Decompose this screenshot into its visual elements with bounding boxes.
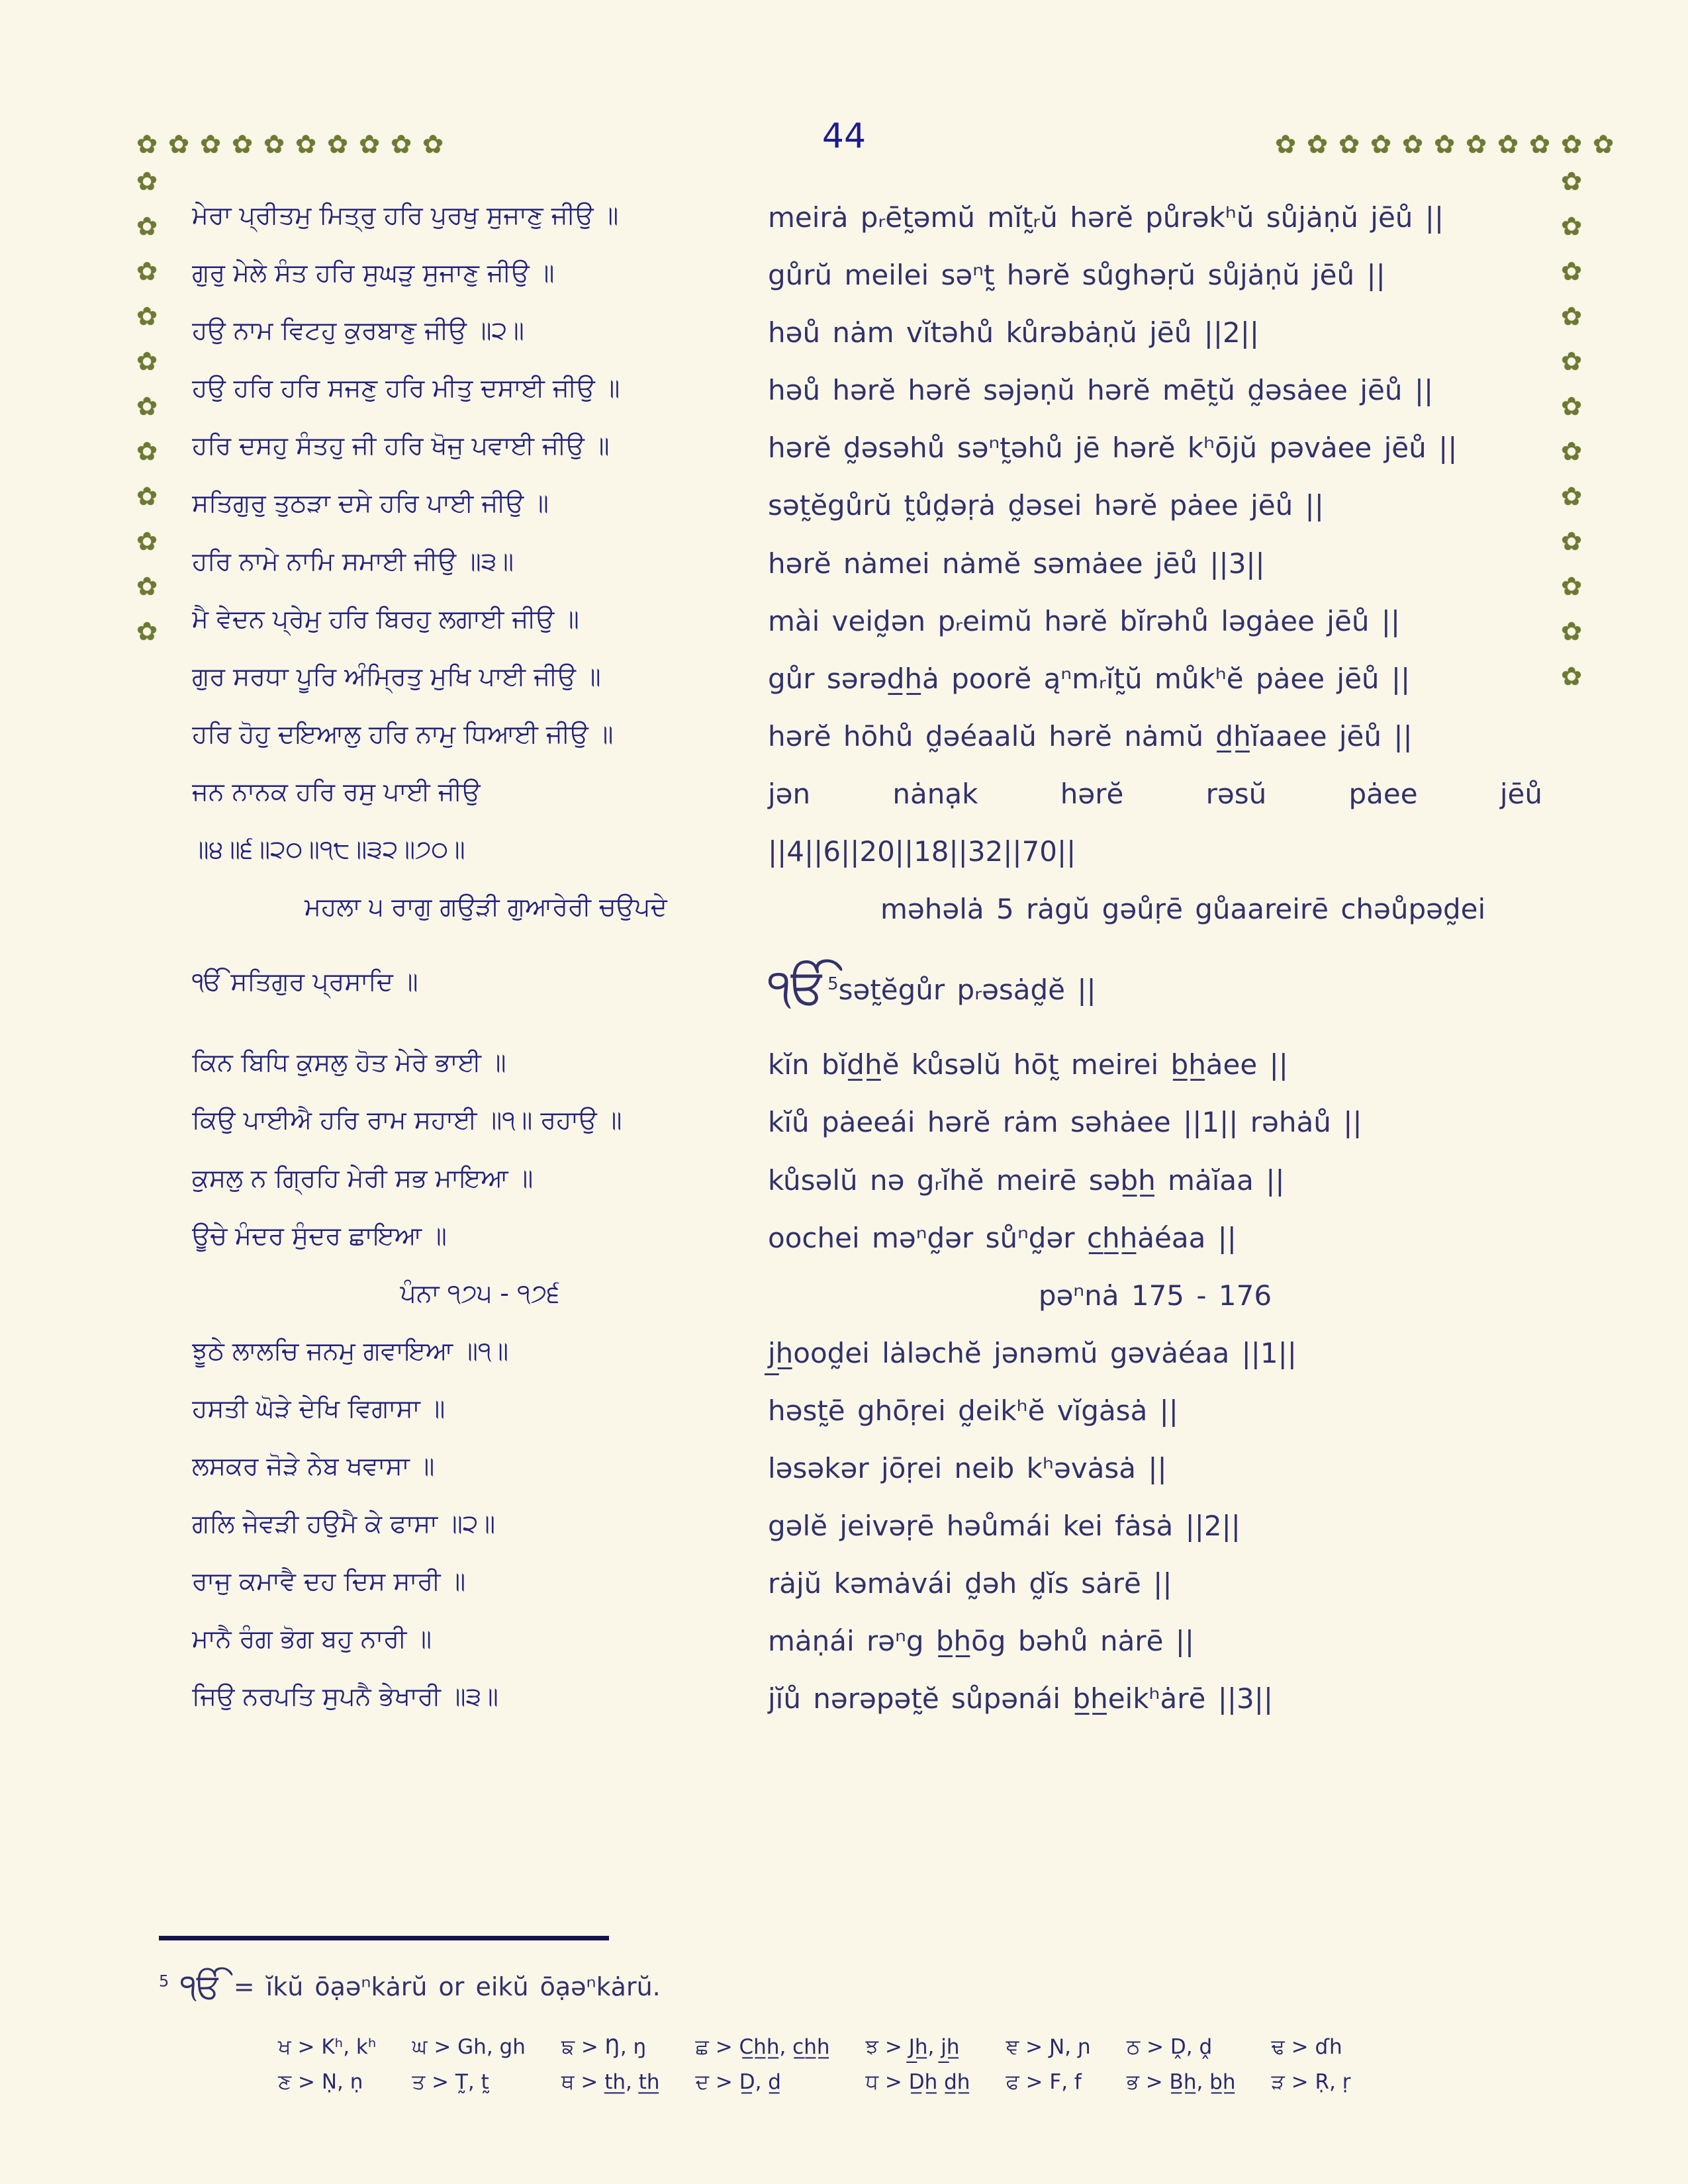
verse-row (192, 772, 1556, 815)
flower-icon (418, 130, 447, 159)
flower-icon (1335, 130, 1364, 159)
gurmukhi-text: ਪੰਨਾ ੧੭੫ - ੧੭੬ (400, 1278, 560, 1308)
flower-icon (1557, 572, 1586, 601)
verse-row (192, 600, 1556, 643)
glossary-cell: ਖ > Kʰ, kʰ (278, 2035, 377, 2059)
gurmukhi-text: ਲਸਕਰ ਜੋੜੇ ਨੇਬ ਖਵਾਸਾ ॥ (192, 1451, 435, 1480)
flower-icon (1557, 212, 1586, 241)
transliteration-text: jĭů nərəpət̰ĕ sůpənái b̲h̲eikʰȧrē ||3|| (768, 1682, 1274, 1715)
verse-row (192, 1562, 1556, 1605)
ik-onkar-symbol: ੴ (180, 1967, 222, 2007)
flower-icon (1557, 392, 1586, 421)
gurmukhi-text: ਜਨ ਨਾਨਕ ਹਰਿ ਰਸੁ ਪਾਈ ਜੀਉ (192, 776, 481, 806)
transliteration-text: məhəlȧ 5 rȧgŭ gəůṛē gůaareirē chəůpəd̰ei (880, 893, 1486, 926)
transliteration-text: pəⁿnȧ 175 - 176 (1038, 1279, 1272, 1312)
verse-row (192, 1216, 1556, 1259)
transliteration-text: j̲h̲ood̰ei lȧləchĕ jənəmŭ gəvȧéaa ||1|| (768, 1336, 1297, 1369)
verse-row (192, 657, 1556, 700)
flower-icon (259, 130, 289, 159)
transliteration-text: həů hərĕ hərĕ səjəṇŭ hərĕ mēt̰ŭ d̰əsȧee jēů || (768, 374, 1434, 407)
flower-icon (1557, 527, 1586, 556)
verse-row (192, 1619, 1556, 1662)
gurmukhi-text: ਹਰਿ ਹੋਹੁ ਦਇਆਲੁ ਹਰਿ ਨਾਮੁ ਧਿਆਈ ਜੀਉ ॥ (192, 719, 614, 749)
flower-icon (132, 392, 162, 421)
transliteration-text: gůr sərəd̲h̲ȧ poorĕ ąⁿmᵣĭt̰ŭ můkʰĕ pȧee jēů || (768, 662, 1411, 695)
footnote-reference: 5 (827, 974, 839, 995)
verse-row (192, 253, 1556, 296)
transliteration-text (768, 958, 1542, 1016)
flower-icon (1557, 437, 1586, 466)
transliteration-text: hərĕ hōhů d̰əéaalŭ hərĕ nȧmŭ d̲h̲ĭaaee jēů || (768, 719, 1413, 752)
verse-row (192, 369, 1556, 412)
glossary-cell: ਣ > Ṇ, ṇ (278, 2070, 363, 2094)
flower-icon (1557, 347, 1586, 376)
flower-border-top-right (1271, 130, 1618, 159)
gurmukhi-text: ॥੪॥੬॥੨੦॥੧੮॥੩੨॥੭੦॥ (192, 835, 465, 864)
glossary-cell: ਘ > Gh, gh (412, 2035, 526, 2059)
flower-icon (1557, 130, 1586, 159)
transliteration-text: meirȧ pᵣēt̰əmŭ mĭt̰ᵣŭ hərĕ půrəkʰŭ sůjȧṇŭ jēů || (768, 201, 1444, 234)
flower-icon (1525, 130, 1554, 159)
transliteration-text: kůsəlŭ nə gᵣĭhĕ meirē səb̲h̲ mȧĭaa || (768, 1163, 1285, 1197)
transliteration-text: gůrŭ meilei səⁿt̰ hərĕ sůghəṛŭ sůjȧṇŭ jēů || (768, 259, 1385, 292)
verse-row (192, 1043, 1556, 1086)
transliteration-text: oochei məⁿd̰ər sůⁿd̰ər c̲h̲h̲ȧéaa || (768, 1221, 1237, 1254)
verse-columns (192, 196, 1556, 1735)
verse-row (192, 196, 1556, 239)
gurmukhi-text: ਹਰਿ ਨਾਮੇ ਨਾਮਿ ਸਮਾਈ ਜੀਉ ॥੩॥ (192, 546, 514, 576)
gurmukhi-text: ਝੂਠੇ ਲਾਲਚਿ ਜਨਮੁ ਗਵਾਇਆ ॥੧॥ (192, 1336, 509, 1365)
gurmukhi-text: ਗੁਰ ਸਰਧਾ ਪੂਰਿ ਅੰਮ੍ਰਿਤੁ ਮੁਖਿ ਪਾਈ ਜੀਉ ॥ (192, 661, 601, 691)
verse-row (192, 484, 1556, 527)
flower-border-left (132, 167, 162, 646)
flower-icon (164, 130, 193, 159)
flower-icon (1557, 662, 1586, 691)
flower-icon (323, 130, 352, 159)
flower-icon (1271, 130, 1300, 159)
transliteration-text: rȧjŭ kəmȧvái d̰əh d̰ĭs sȧrē || (768, 1567, 1172, 1600)
gurmukhi-text: ਹਉ ਨਾਮ ਵਿਟਹੁ ਕੁਰਬਾਣੁ ਜੀਉ ॥੨॥ (192, 316, 524, 345)
transliteration-text: jən nȧnạk hərĕ rəsŭ pȧee jēů (768, 777, 1542, 810)
flower-icon (1557, 257, 1586, 286)
gurmukhi-text: ਮੈ ਵੇਦਨ ਪ੍ਰੇਮੁ ਹਰਿ ਬਿਰਹੁ ਲਗਾਈ ਜੀਉ ॥ (192, 604, 579, 633)
transliteration-text: ləsəkər jōṛei neib kʰəvȧsȧ || (768, 1451, 1167, 1484)
flower-icon (1557, 617, 1586, 646)
flower-icon (1557, 302, 1586, 331)
flower-border-top-left (132, 130, 447, 159)
flower-border-right (1557, 167, 1586, 691)
gurmukhi-text: ਹਸਤੀ ਘੋੜੇ ਦੇਖਿ ਵਿਗਾਸਾ ॥ (192, 1393, 445, 1423)
verse-row (192, 830, 1556, 873)
transliteration-text: ||4||6||20||18||32||70|| (768, 835, 1076, 868)
flower-icon (132, 257, 162, 286)
gurmukhi-text: ਮਾਨੈ ਰੰਗ ਭੋਗ ਬਹੁ ਨਾਰੀ ॥ (192, 1624, 432, 1654)
flower-icon (132, 527, 162, 556)
flower-icon (1462, 130, 1491, 159)
flower-icon (132, 572, 162, 601)
flower-icon (1557, 167, 1586, 196)
verse-row (192, 311, 1556, 354)
flower-icon (1493, 130, 1523, 159)
flower-icon (132, 212, 162, 241)
flower-icon (132, 167, 162, 196)
footnote-line (159, 1967, 1582, 2007)
footnote-text: = ĭkŭ ōạəⁿkȧrŭ or eikŭ ōạəⁿkȧrŭ. (233, 1972, 661, 2001)
footnote-marker: 5 (159, 1972, 169, 1991)
transliteration-text: həů nȧm vĭtəhů kůrəbȧṇŭ jēů ||2|| (768, 316, 1260, 349)
verse-row (192, 1677, 1556, 1720)
transliteration-text: sət̰ĕgůrŭ t̰ůd̰əṛȧ d̰əsei hərĕ pȧee jēů || (768, 489, 1324, 522)
glossary-cell: ਙ > Ŋ, ŋ (561, 2035, 647, 2059)
flower-icon (132, 347, 162, 376)
flower-icon (1303, 130, 1332, 159)
flower-icon (291, 130, 320, 159)
flower-icon (132, 437, 162, 466)
flower-icon (132, 617, 162, 646)
gurmukhi-text: ਸਤਿਗੁਰੁ ਤੁਠੜਾ ਦਸੇ ਹਰਿ ਪਾਈ ਜੀਉ ॥ (192, 488, 549, 518)
flower-icon (387, 130, 416, 159)
ik-onkar-row (192, 958, 1556, 1016)
gurmukhi-text: ਗੁਰੁ ਮੇਲੇ ਸੰਤ ਹਰਿ ਸੁਘੜੁ ਸੁਜਾਣੁ ਜੀਉ ॥ (192, 258, 555, 288)
glossary-cell: ਠ > Ḓ, ḓ (1126, 2035, 1213, 2059)
verse-row (192, 1332, 1556, 1375)
gurmukhi-text: ਊਚੇ ਮੰਦਰ ਸੁੰਦਰ ਛਾਇਆ ॥ (192, 1220, 447, 1250)
verse-row (192, 1159, 1556, 1202)
verse-row (192, 1504, 1556, 1547)
gurmukhi-text: ਰਾਜੁ ਕਮਾਵੈ ਦਹ ਦਿਸ ਸਾਰੀ ॥ (192, 1567, 466, 1596)
footnote-block (159, 1936, 1582, 2095)
flower-icon (132, 482, 162, 511)
glossary-cell: ਤ > T̰, t̰ (412, 2070, 489, 2094)
verse-row (192, 1447, 1556, 1490)
transliteration-text: mȧṇái rəⁿg b̲h̲ōg bəhů nȧrē || (768, 1625, 1195, 1658)
flower-icon (132, 302, 162, 331)
verse-row (192, 1101, 1556, 1144)
gurmukhi-text: ੴ ਸਤਿਗੁਰ ਪ੍ਰਸਾਦਿ ॥ (192, 967, 418, 997)
flower-icon (1398, 130, 1427, 159)
gurmukhi-text: ਜਿਉ ਨਰਪਤਿ ਸੁਪਨੈ ਭੇਖਾਰੀ ॥੩॥ (192, 1682, 498, 1711)
glossary-cell: ਞ > Ɲ, ɲ (1006, 2035, 1091, 2059)
gurmukhi-text: ਮਹਲਾ ੫ ਰਾਗੁ ਗਉੜੀ ਗੁਆਰੇਰੀ ਚਉਪਦੇ (305, 892, 667, 922)
gurmukhi-text: ਕਿਨ ਬਿਧਿ ਕੁਸਲੁ ਹੋਤ ਮੇਰੇ ਭਾਈ ॥ (192, 1048, 506, 1077)
verse-row (192, 542, 1556, 585)
transliteration-text: kĭů pȧeeái hərĕ rȧm səhȧee ||1|| rəhȧů || (768, 1106, 1362, 1139)
glossary-cell: ੜ > Ṛ, ṛ (1271, 2070, 1351, 2094)
glossary-cell: ਥ > t̲h̲, t̲h̲ (561, 2070, 660, 2094)
transliteration-text: həst̰ē ghōṛei d̰eikʰĕ vĭgȧsȧ || (768, 1394, 1178, 1427)
transliteration-text: hərĕ nȧmei nȧmĕ səmȧee jēů ||3|| (768, 547, 1265, 580)
verse-row (192, 715, 1556, 758)
flower-icon (355, 130, 384, 159)
consonant-glossary (278, 2035, 1582, 2095)
transliteration-text: hərĕ d̰əsəhů səⁿt̰əhů jē hərĕ kʰōjŭ pəvȧee jēů || (768, 432, 1458, 465)
section-heading-row (192, 887, 1556, 931)
ik-onkar-symbol: ੴ (768, 958, 828, 1016)
flower-icon (1366, 130, 1395, 159)
transliteration-text: mài veid̰ən pᵣeimŭ hərĕ bĭrəhů ləgȧee jēů || (768, 604, 1401, 637)
gurmukhi-text: ਹਰਿ ਦਸਹੁ ਸੰਤਹੁ ਜੀ ਹਰਿ ਖੋਜੁ ਪਵਾਈ ਜੀਉ ॥ (192, 431, 610, 461)
verse-row (192, 426, 1556, 469)
flower-icon (196, 130, 225, 159)
flower-icon (1589, 130, 1618, 159)
glossary-cell: ਭ > B̲h̲, b̲h̲ (1126, 2070, 1236, 2094)
page-number: 44 (821, 116, 867, 156)
glossary-cell: ਛ > C̲h̲h̲, c̲h̲h̲ (695, 2035, 830, 2059)
gurmukhi-text: ਹਉ ਹਰਿ ਹਰਿ ਸਜਣੁ ਹਰਿ ਮੀਤੁ ਦਸਾਈ ਜੀਉ ॥ (192, 373, 620, 403)
glossary-cell: ਝ > J̲h̲, j̲h̲ (865, 2035, 960, 2059)
glossary-cell: ਧ > D̲h̲ d̲h̲ (865, 2070, 970, 2094)
flower-icon (132, 130, 162, 159)
gurmukhi-text: ਗਲਿ ਜੇਵੜੀ ਹਉਮੈ ਕੇ ਫਾਸਾ ॥੨॥ (192, 1509, 496, 1539)
page-reference-row (192, 1274, 1556, 1317)
glossary-cell: ਫ > F, f (1006, 2070, 1082, 2094)
transliteration-text: gəlĕ jeivəṛē həůmái kei fȧsȧ ||2|| (768, 1510, 1241, 1543)
gurmukhi-text: ਮੇਰਾ ਪ੍ਰੀਤਮੁ ਮਿਤ੍ਰੁ ਹਰਿ ਪੁਰਖੁ ਸੁਜਾਣੁ ਜੀਉ ॥ (192, 201, 619, 230)
verse-row (192, 1389, 1556, 1432)
glossary-cell: ਢ > ɗh (1271, 2035, 1342, 2059)
gurmukhi-text: ਕਿਉ ਪਾਈਐ ਹਰਿ ਰਾਮ ਸਹਾਈ ॥੧॥ ਰਹਾਉ ॥ (192, 1105, 622, 1135)
flower-icon (1430, 130, 1459, 159)
footnote-divider (159, 1936, 609, 1940)
flower-icon (228, 130, 257, 159)
gurmukhi-text: ਕੁਸਲੁ ਨ ਗ੍ਰਿਹਿ ਮੇਰੀ ਸਭ ਮਾਇਆ ॥ (192, 1163, 534, 1193)
flower-icon (1557, 482, 1586, 511)
transliteration-text: kĭn bĭd̲h̲ĕ kůsəlŭ hōt̰ meirei b̲h̲ȧee || (768, 1048, 1288, 1081)
glossary-cell: ਦ > D̲, d̲ (695, 2070, 781, 2094)
transliteration-fragment: sət̰ĕgůr pᵣəsȧd̰ĕ || (838, 974, 1096, 1007)
